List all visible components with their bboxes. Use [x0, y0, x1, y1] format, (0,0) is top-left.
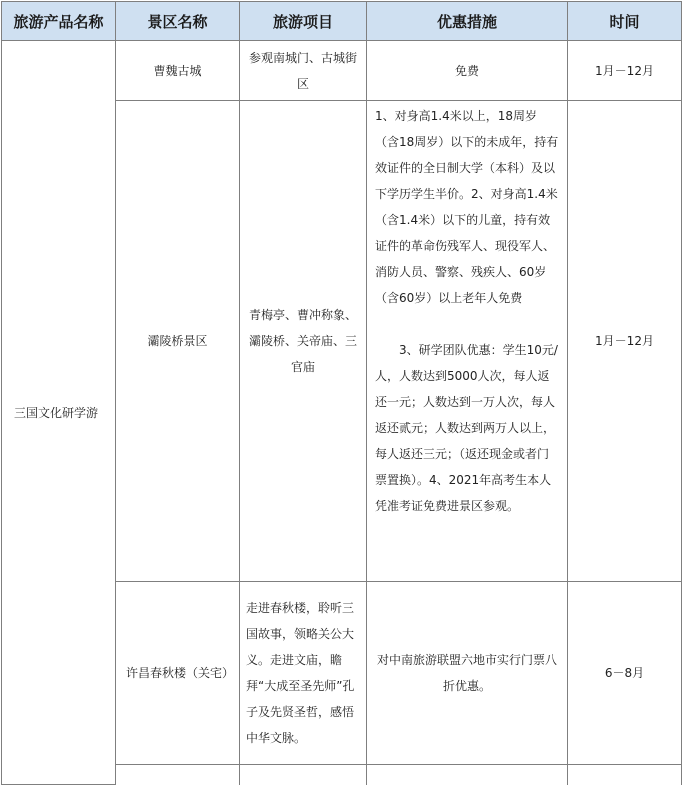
discount-text-part1: 1、对身高1.4米以上，18周岁（含18周岁）以下的未成年，持有效证件的全日制大学（本科）及以下学历学生半价。2、对身高1.4米（含1.4米）以下的儿童，持有效证件的革命伤残军人、现役军人、消防人员、警察、残疾人、60岁（含60岁）以上老年人免费 [375, 109, 559, 305]
time-cell: 1月－12月 [568, 101, 682, 582]
time-cell: 6－8月 [568, 582, 682, 765]
scenic-cell: 曹魏古城 [116, 41, 240, 101]
discount-cell: 免费 [367, 41, 568, 101]
discount-text-part2: 3、研学团队优惠：学生10元/人，人数达到5000人次，每人返还一元；人数达到一万人次，每人返还贰元；人数达到两万人以上，每人返还三元；（返还现金或者门票置换）。4、2021年高考生本人凭准考证免费进景区参观。 [375, 343, 558, 513]
tourism-table [1, 1, 682, 785]
header-discount: 优惠措施 [367, 2, 568, 41]
discount-cell [367, 101, 568, 582]
header-product: 旅游产品名称 [2, 2, 116, 41]
time-cell: 1月－12月 [568, 41, 682, 101]
project-cell: 青梅亭、曹冲称象、灞陵桥、关帝庙、三官庙 [240, 101, 367, 582]
project-cell: 走进春秋楼，聆听三国故事，领略关公大义。走进文庙，瞻拜“大成至圣先师”孔子及先贤圣哲，感悟中华文脉。 [240, 582, 367, 765]
header-row [2, 2, 682, 41]
scenic-cell: 灞陵桥景区 [116, 101, 240, 582]
scenic-cell: 许昌春秋楼（关宅） [116, 582, 240, 765]
header-time: 时间 [568, 2, 682, 41]
project-cell: 参观南城门、古城街区 [240, 41, 367, 101]
product-name-cell: 三国文化研学游 [2, 41, 116, 785]
header-project: 旅游项目 [240, 2, 367, 41]
table-row [2, 41, 682, 101]
discount-cell: 对中南旅游联盟六地市实行门票八折优惠。 [367, 582, 568, 765]
header-scenic: 景区名称 [116, 2, 240, 41]
